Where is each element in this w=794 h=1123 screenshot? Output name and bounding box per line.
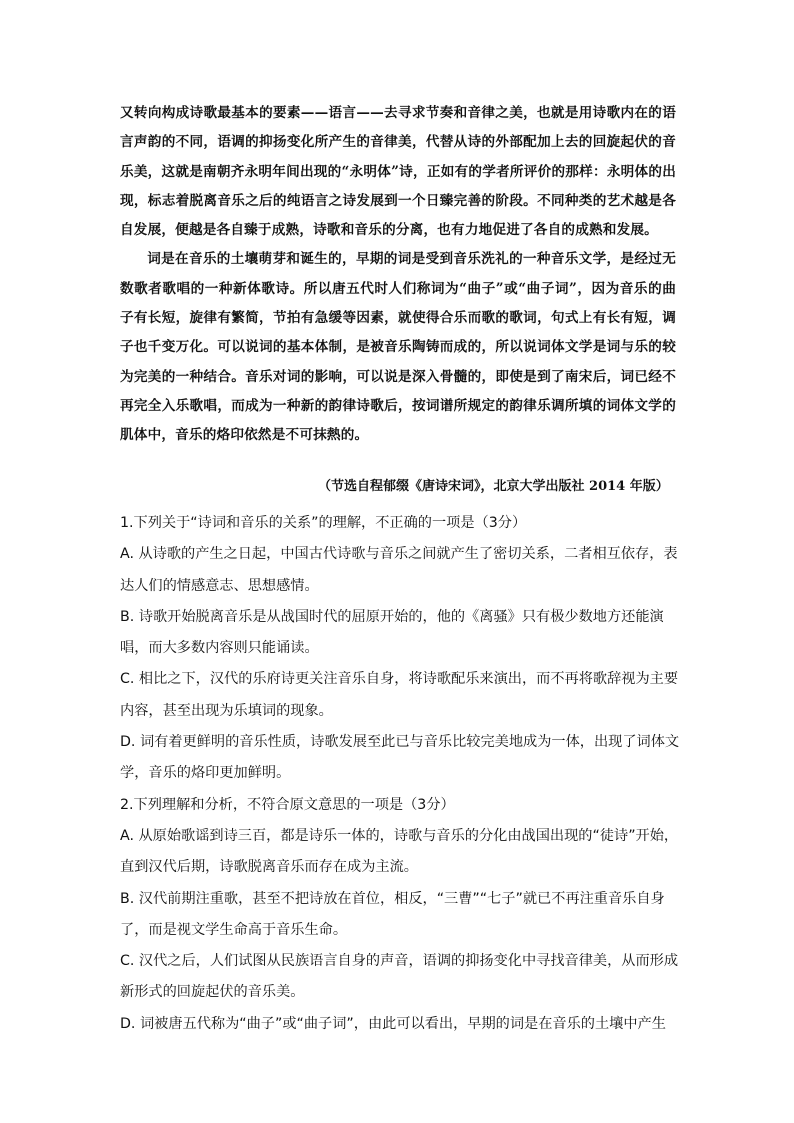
question-2-option-a: A. 从原始歌谣到诗三百，都是诗乐一体的，诗歌与音乐的分化由战国出现的“徒诗”开始，直到汉代后期，诗歌脱离音乐而存在成为主流。: [120, 827, 679, 876]
question-2-option-d: D. 词被唐五代称为“曲子”或“曲子词”，由此可以看出，早期的词是在音乐的土壤中产生: [120, 1015, 666, 1032]
question-2-option-b: B. 汉代前期注重歌，甚至不把诗放在首位，相反，“三曹”“七子”就已不再注重音乐自身了，而是视文学生命高于音乐生命。: [120, 890, 665, 938]
question-2-stem: 2.下列理解和分析，不符合原文意思的一项是（3分）: [120, 796, 455, 813]
question-1-option-d: D. 词有着更鲜明的音乐性质，诗歌发展至此已与音乐比较完美地成为一体，出现了词体文学，音乐的烙印更加鲜明。: [120, 734, 680, 782]
question-2-option-c: C. 汉代之后，人们试图从民族语言自身的声音，语调的抑扬变化中寻找音律美，从而形成新形式的回旋起伏的音乐美。: [120, 953, 679, 1001]
passage-paragraph-2: 词是在音乐的土壤萌芽和诞生的，早期的词是受到音乐洗礼的一种音乐文学，是经过无数歌者歌唱的一种新体歌诗。所以唐五代时人们称词为“曲子”或“曲子词”，因为音乐的曲子有长短，旋律有繁简，节拍有急缓等因素，就使得合乐而歌的歌词，句式上有长有短，调子也千变万化。可以说词的基本体制，是被音乐陶铸而成的，所以说词体文学是词与乐的较为完美的一种结合。音乐对词的影响，可以说是深入骨髓的，即使是到了南宋后，词已经不再完全入乐歌唱，而成为一种新的韵律诗歌后，按词谱所规定的韵律乐调所填的词体文学的肌体中，音乐的烙印依然是不可抹熱的。: [120, 251, 676, 444]
question-1-option-a: A. 从诗歌的产生之日起，中国古代诗歌与音乐之间就产生了密切关系，二者相互依存，表达人们的情感意志、思想感情。: [120, 546, 678, 594]
passage-paragraph-1: 又转向构成诗歌最基本的要素——语言——去寻求节奏和音律之美，也就是用诗歌内在的语言声韵的不同，语调的抑扬变化所产生的音律美，代替从诗的外部配加上去的回旋起伏的音乐美，这就是南朝齐永明年间出现的“永明体”诗，正如有的学者所评价的那样：永明体的出现，标志着脱离音乐之后的纯语言之诗发展到一个日臻完善的阶段。不同种类的艺术越是各自发展，便越是各自臻于成熟，诗歌和音乐的分离，也有力地促进了各自的成熟和发展。: [120, 105, 676, 239]
question-1-stem: 1.下列关于“诗词和音乐的关系”的理解，不正确的一项是（3分）: [120, 515, 527, 531]
question-1-option-b: B. 诗歌开始脱离音乐是从战国时代的屈原开始的，他的《离骚》只有极少数地方还能演唱，而大多数内容则只能诵读。: [120, 608, 664, 657]
question-1-option-c: C. 相比之下，汉代的乐府诗更关注音乐自身，将诗歌配乐来演出，而不再将歌辞视为主要内容，甚至出现为乐填词的现象。: [120, 671, 679, 719]
questions-section: [120, 508, 680, 1040]
passage-source-citation: （节选自程郁缀《唐诗宋词》，北京大学出版社 2014 年版）: [318, 479, 669, 494]
reading-passage: [120, 99, 676, 451]
